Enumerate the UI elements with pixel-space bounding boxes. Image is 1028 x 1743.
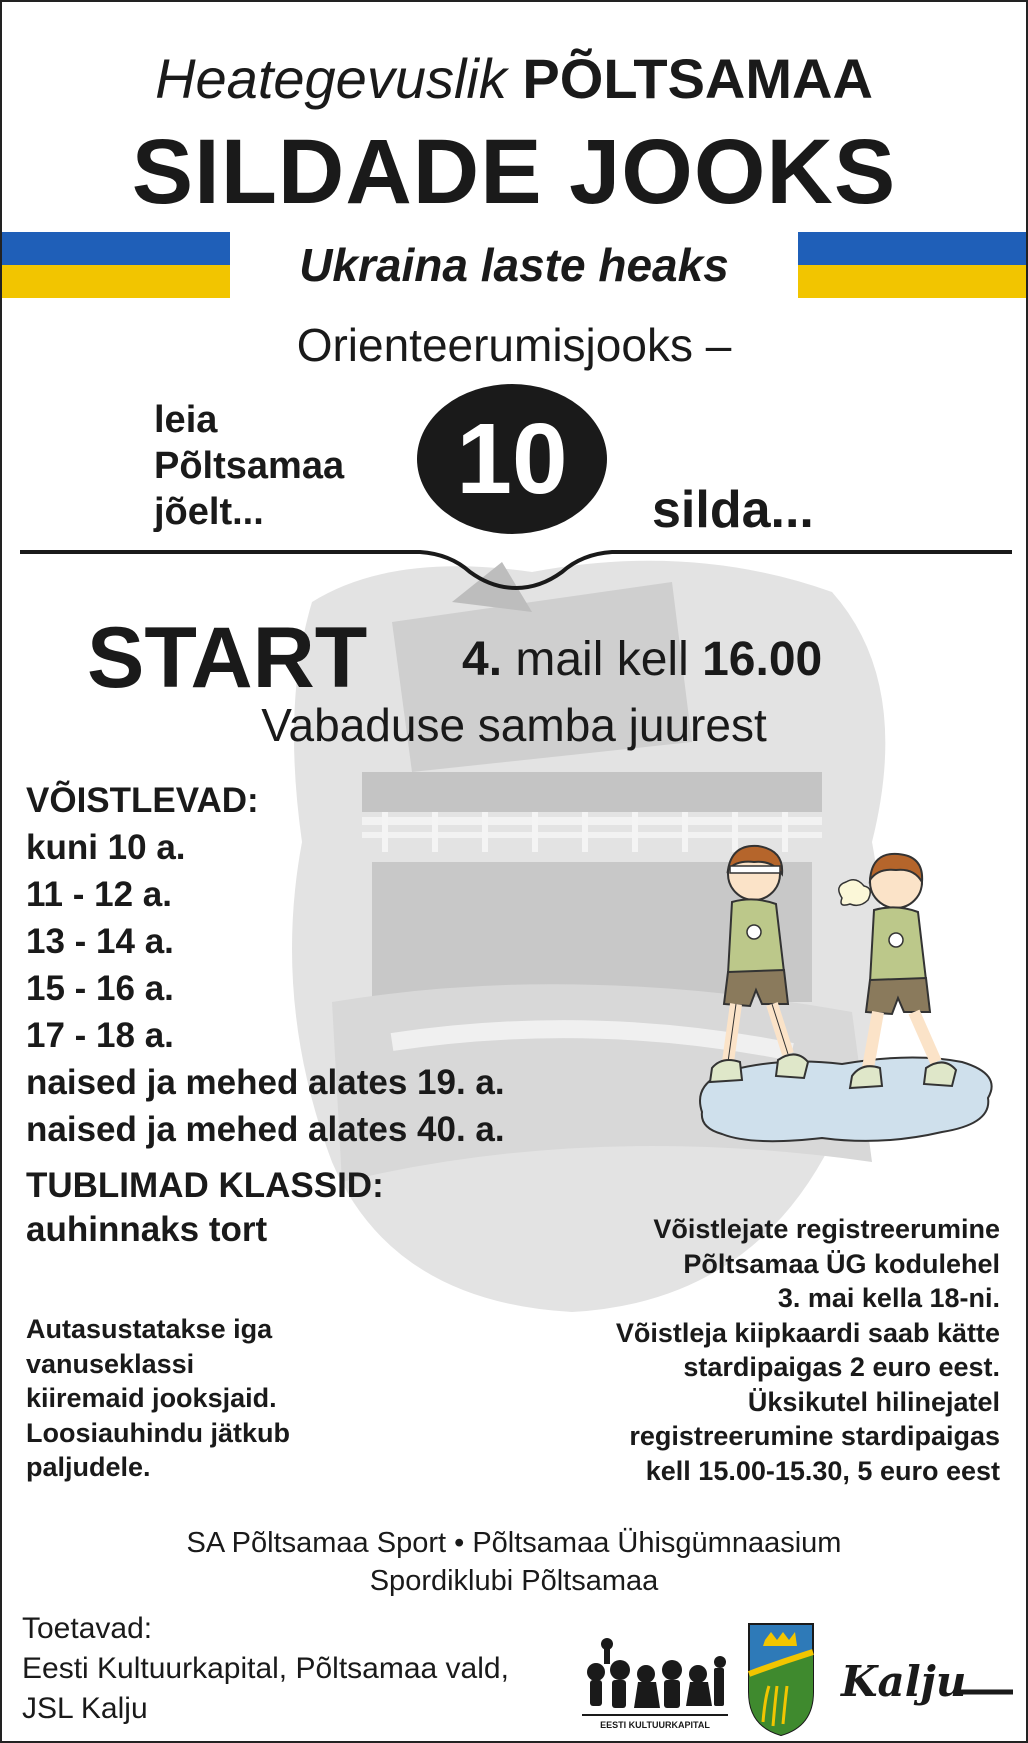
- number-ten-badge: 10: [417, 384, 607, 534]
- category-item: naised ja mehed alates 40. a.: [26, 1110, 505, 1149]
- registration-info: [472, 1212, 1000, 1488]
- awards-info: [26, 1312, 290, 1485]
- supporters-heading: Toetavad:: [22, 1612, 153, 1645]
- best-classes: [26, 1164, 384, 1252]
- registration-line: registreerumine stardipaigas: [629, 1421, 1000, 1451]
- poltsamaa-crest-icon: [747, 1622, 815, 1737]
- kultuurkapital-logo: [580, 1632, 730, 1732]
- category-item: 13 - 14 a.: [26, 922, 174, 961]
- categories-list: [26, 777, 505, 1153]
- registration-line: kell 15.00-15.30, 5 euro eest: [645, 1455, 1000, 1486]
- title-line-1: [2, 44, 1026, 114]
- start-date-time: [462, 632, 822, 688]
- title-town: PÕLTSAMAA: [522, 47, 873, 110]
- category-item: 11 - 12 a.: [26, 875, 172, 914]
- tagline-intro: Orienteerumisjooks –: [296, 319, 732, 371]
- start-label: START: [87, 610, 368, 706]
- registration-line: Üksikutel hilinejatel: [747, 1386, 1000, 1417]
- awards-line: paljudele.: [26, 1452, 151, 1482]
- divider-line: [20, 532, 1012, 592]
- category-item: 17 - 18 a.: [26, 1016, 174, 1055]
- start-place: Vabaduse samba juurest: [261, 699, 767, 751]
- tagline-right: silda...: [652, 481, 814, 539]
- start-mid: mail kell: [515, 633, 689, 686]
- awards-line: Loosiauhindu jätkub: [26, 1417, 290, 1448]
- tagline-left-line: Põltsamaa: [154, 445, 345, 487]
- subtitle: Ukraina laste heaks: [299, 239, 729, 291]
- registration-line: Põltsamaa ÜG kodulehel: [683, 1248, 1000, 1279]
- supporters-line: Eesti Kultuurkapital, Põltsamaa vald,: [22, 1652, 509, 1685]
- title-main: SILDADE JOOKS: [131, 121, 897, 223]
- organizers-line: SA Põltsamaa Sport • Põltsamaa Ühisgümnaasium: [186, 1527, 842, 1559]
- kalju-logo: [837, 1652, 1017, 1712]
- kultuurkapital-logo-text: EESTI KULTUURKAPITAL: [600, 1720, 710, 1730]
- awards-line: vanuseklassi: [26, 1348, 195, 1379]
- category-item: naised ja mehed alates 19. a.: [26, 1063, 505, 1102]
- awards-line: kiiremaid jooksjaid.: [26, 1383, 277, 1413]
- category-item: 15 - 16 a.: [26, 969, 174, 1008]
- registration-line: stardipaigas 2 euro eest.: [683, 1352, 1000, 1382]
- tagline-left-line: jõelt...: [154, 491, 264, 533]
- runners-illustration: [692, 842, 1002, 1152]
- category-item: kuni 10 a.: [26, 828, 186, 867]
- tagline-left: [154, 397, 344, 535]
- kalju-logo-text: Kalju: [841, 1657, 967, 1706]
- supporters: [22, 1609, 509, 1729]
- organizers-line: Spordiklubi Põltsamaa: [369, 1565, 659, 1597]
- best-classes-prize: auhinnaks tort: [26, 1210, 268, 1249]
- registration-line: Võistleja kiipkaardi saab kätte: [615, 1317, 1000, 1348]
- registration-line: 3. mai kella 18-ni.: [777, 1283, 1000, 1313]
- tagline-left-line: leia: [154, 399, 218, 441]
- ukraine-flag-left: [2, 232, 230, 298]
- ukraine-flag-right: [798, 232, 1026, 298]
- start-time: 16.00: [702, 633, 823, 686]
- awards-line: Autasustatakse iga: [26, 1314, 273, 1344]
- title-prefix: Heategevuslik: [155, 47, 507, 110]
- categories-heading: VÕISTLEVAD:: [26, 781, 259, 820]
- supporters-line: JSL Kalju: [22, 1692, 148, 1725]
- registration-line: Võistlejate registreerumine: [653, 1214, 1000, 1244]
- organizers: [2, 1524, 1026, 1600]
- best-classes-heading: TUBLIMAD KLASSID:: [26, 1166, 384, 1205]
- start-day: 4.: [462, 633, 503, 686]
